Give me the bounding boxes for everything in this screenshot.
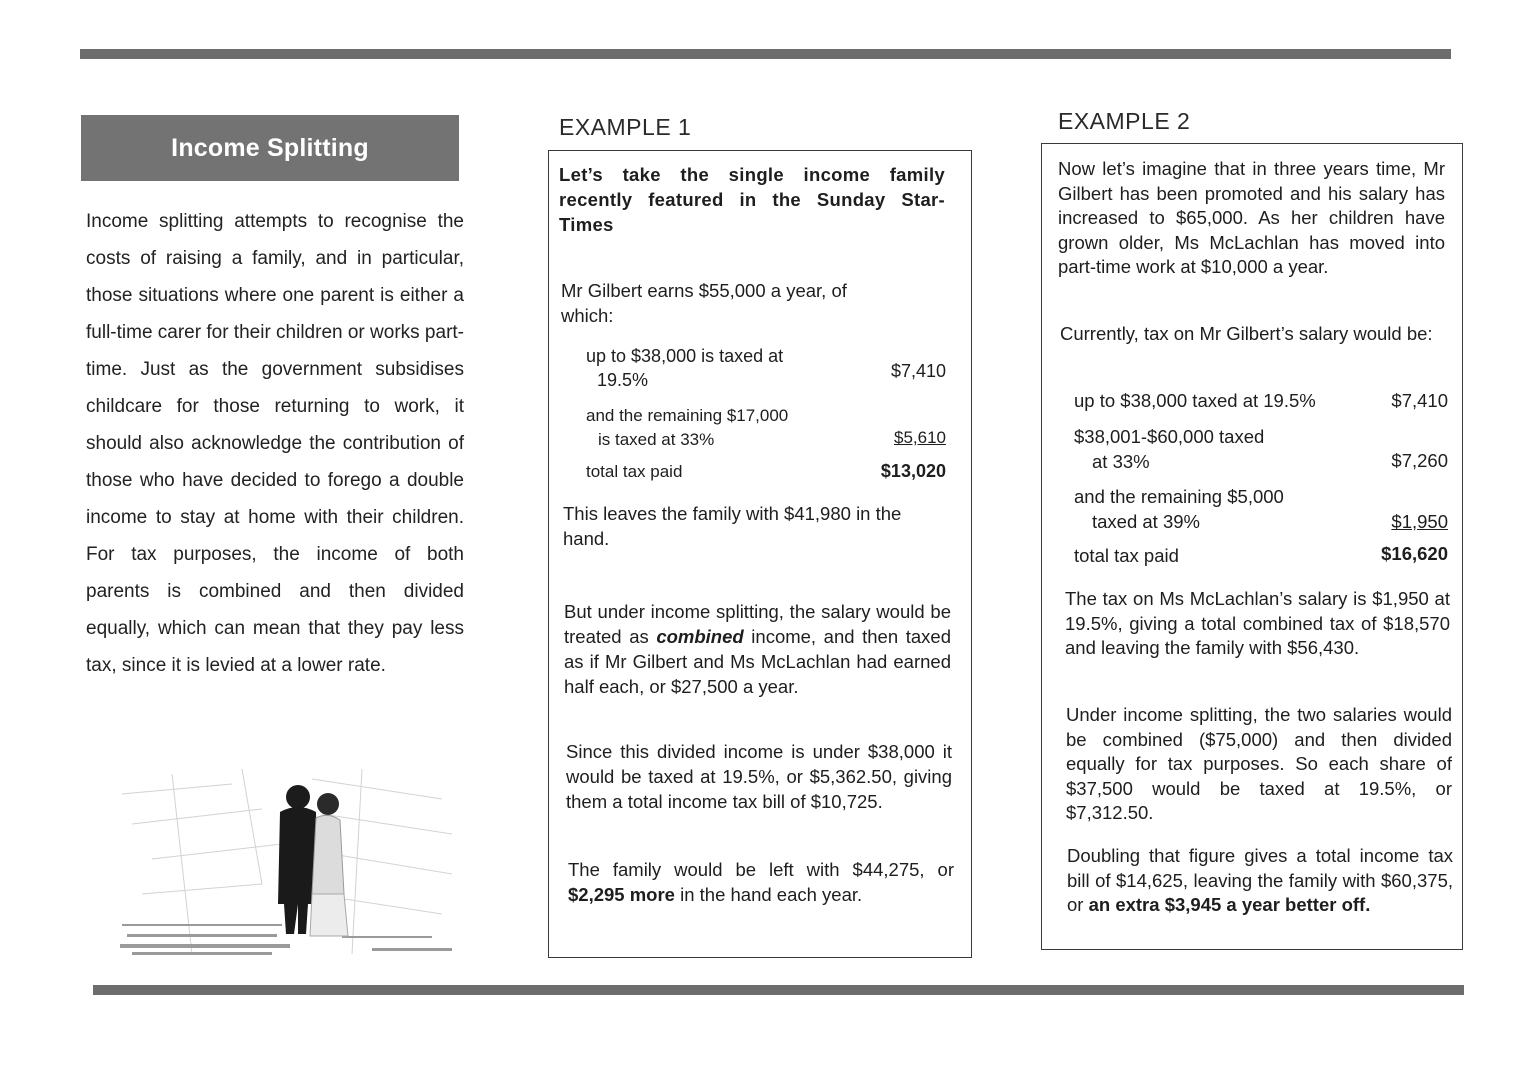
row-amount: $7,260 [1391,450,1448,471]
row-label: total tax paid [1074,545,1179,566]
example1-row-2 [586,404,946,452]
section-title: Income Splitting [81,115,459,181]
example1-leaves: This leaves the family with $41,980 in the hand. [563,503,902,549]
example2-scenario: Now let’s imagine that in three years time, Mr Gilbert has been promoted and his salary has increased to $65,000. As her children have grown older, Ms McLachlan has moved into part-time work at $10,000 a year. [1058,158,1445,277]
example2-row-2 [1074,424,1448,474]
example2-result: Doubling that figure gives a total income tax bill of $14,625, leaving the family with $60,375, or an extra $3,945 a year better off. [1067,845,1453,915]
row-label: up to $38,000 is taxed at [586,346,784,366]
total-amount: $16,620 [1381,543,1448,564]
bottom-divider [93,985,1464,995]
example2-total-row [1074,543,1448,568]
row-label: up to $38,000 taxed at 19.5% [1074,390,1316,411]
row-label: is taxed at 33% [598,430,715,449]
intro-paragraph: Income splitting attempts to recognise the costs of raising a family, and in particular, those situations where one parent is either a full-time carer for their children or works part-time. Just as the government subsidises childcare for those returning to work, it should also acknowledge the contribution of those who have decided to forego a double income to stay at home with their children. For tax purposes, the income of both parents is combined and then divided equally, which can mean that they pay less tax, since it is levied at a lower rate. [86,211,464,676]
row-label: and the remaining $17,000 [586,406,789,425]
row-amount: $7,410 [1391,390,1448,411]
example2-current-tax: Currently, tax on Mr Gilbert’s salary would be: [1060,323,1433,344]
row-amount: $1,950 [1391,511,1448,532]
example1-since: Since this divided income is under $38,000 it would be taxed at 19.5%, or $5,362.50, giving them a total income tax bill of $10,725. [566,741,952,812]
example1-result: The family would be left with $44,275, or $2,295 more in the hand each year. [568,859,954,905]
example1-box [548,150,972,958]
example1-total-row [586,460,946,484]
row-amount: $7,410 [890,361,946,381]
example1-heading: EXAMPLE 1 [559,114,692,140]
top-divider [80,49,1451,59]
row-label: and the remaining $5,000 [1074,486,1284,507]
example2-row-1 [1074,388,1448,413]
row-label: $38,001-$60,000 taxed [1074,426,1265,447]
example2-row-3 [1074,484,1448,534]
example2-under-splitting: Under income splitting, the two salaries would be combined ($75,000) and then divided equally for tax purposes. So each share of $37,500 would be taxed at 19.5%, or $7,312.50. [1066,704,1452,823]
example1-row-1 [586,344,946,392]
example1-intro: Let’s take the single income family recently featured in the Sunday Star-Times [559,164,945,235]
example2-box [1041,143,1463,950]
row-label: total tax paid [586,462,683,481]
example2-partner-tax: The tax on Ms McLachlan’s salary is $1,950 at 19.5%, giving a total combined tax of $18,570 and leaving the family with $56,430. [1065,588,1450,658]
example1-under-splitting: But under income splitting, the salary would be treated as combined income, and then taxed as if Mr Gilbert and Ms McLachlan had earned half each, or $27,500 a year. [564,601,951,697]
row-label: 19.5% [597,370,649,390]
couple-figurine-photo [112,764,457,960]
row-label: at 33% [1092,451,1150,472]
example2-heading: EXAMPLE 2 [1058,108,1191,134]
example1-earnings: Mr Gilbert earns $55,000 a year, of which: [561,280,847,326]
row-label: taxed at 39% [1092,511,1200,532]
row-amount: $5,610 [894,428,946,447]
total-amount: $13,020 [880,461,946,481]
